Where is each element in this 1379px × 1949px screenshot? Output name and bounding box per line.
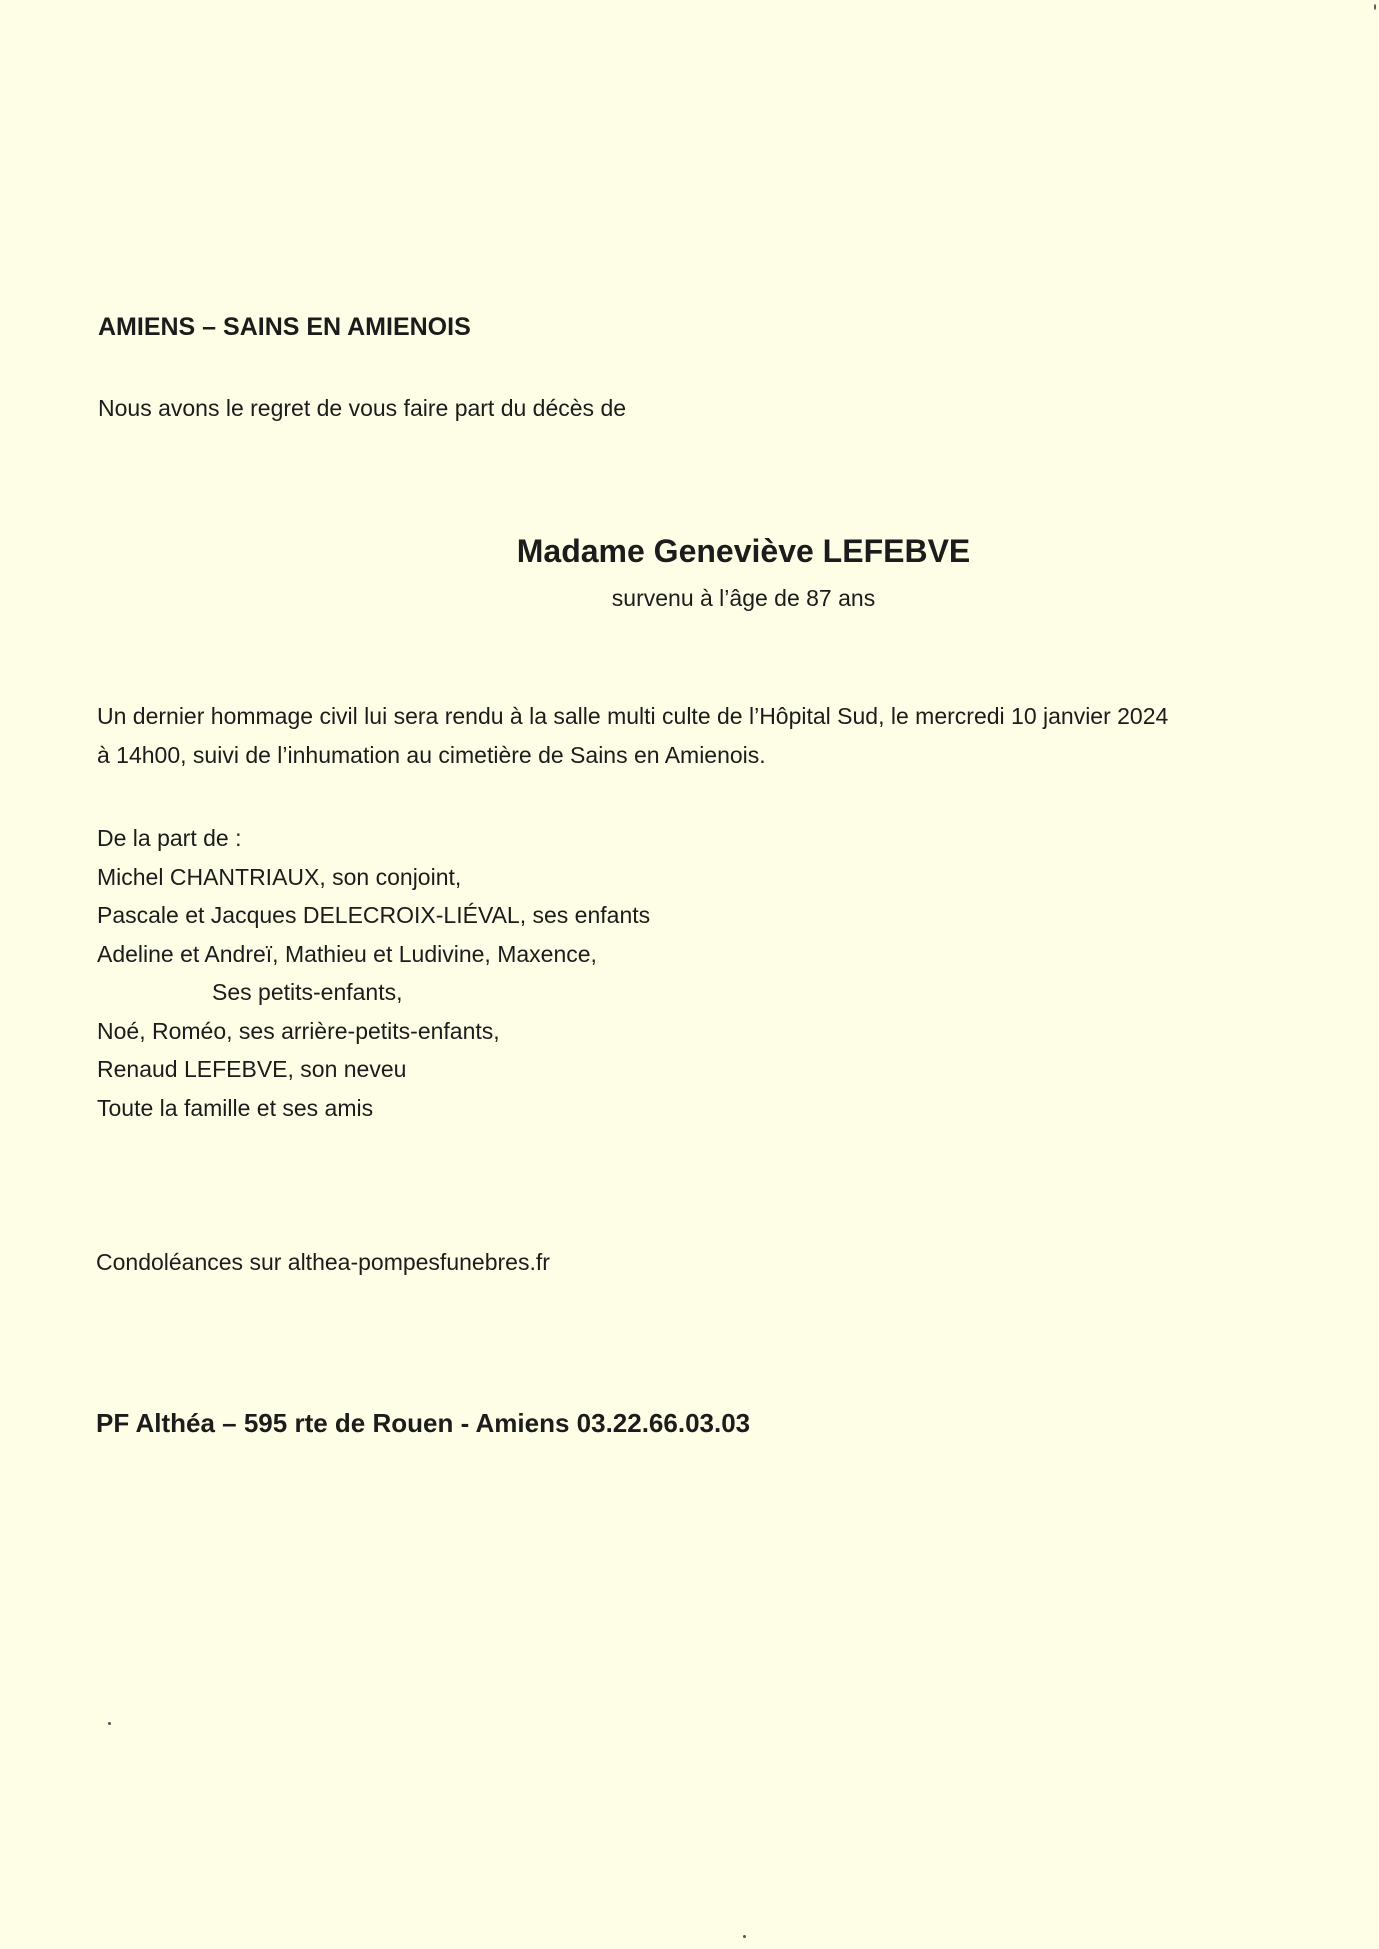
family-list — [97, 819, 650, 1127]
family-line: Adeline et Andreï, Mathieu et Ludivine, Maxence, — [97, 940, 597, 967]
family-line: Toute la famille et ses amis — [97, 1094, 374, 1121]
intro-text: Nous avons le regret de vous faire part du décès de — [98, 395, 627, 421]
deceased-age: survenu à l’âge de 87 ans — [611, 585, 876, 611]
scan-speck — [743, 1935, 746, 1938]
scan-speck — [108, 1722, 111, 1725]
condolences-text: Condoléances sur althea-pompesfunebres.fr — [96, 1249, 550, 1275]
ceremony-line-1: Un dernier hommage civil lui sera rendu à la salle multi culte de l’Hôpital Sud, le mercredi 10 janvier 2024 — [97, 703, 1169, 729]
family-line: Renaud LEFEBVE, son neveu — [97, 1056, 407, 1082]
family-line: Pascale et Jacques DELECROIX-LIÉVAL, ses enfants — [97, 902, 651, 928]
deceased-name: Madame Geneviève LEFEBVE — [516, 533, 971, 569]
family-line: Ses petits-enfants, — [212, 979, 403, 1005]
family-heading: De la part de : — [97, 825, 242, 851]
family-line: Michel CHANTRIAUX, son conjoint, — [97, 863, 462, 890]
location-heading: AMIENS – SAINS EN AMIENOIS — [98, 313, 471, 341]
family-line: Noé, Roméo, ses arrière-petits-enfants, — [97, 1017, 500, 1044]
funeral-home-contact: PF Althéa – 595 rte de Rouen - Amiens 03.22.66.03.03 — [96, 1408, 751, 1438]
scan-speck — [1374, 4, 1376, 10]
ceremony-line-2: à 14h00, suivi de l’inhumation au cimetière de Sains en Amienois. — [97, 742, 766, 768]
